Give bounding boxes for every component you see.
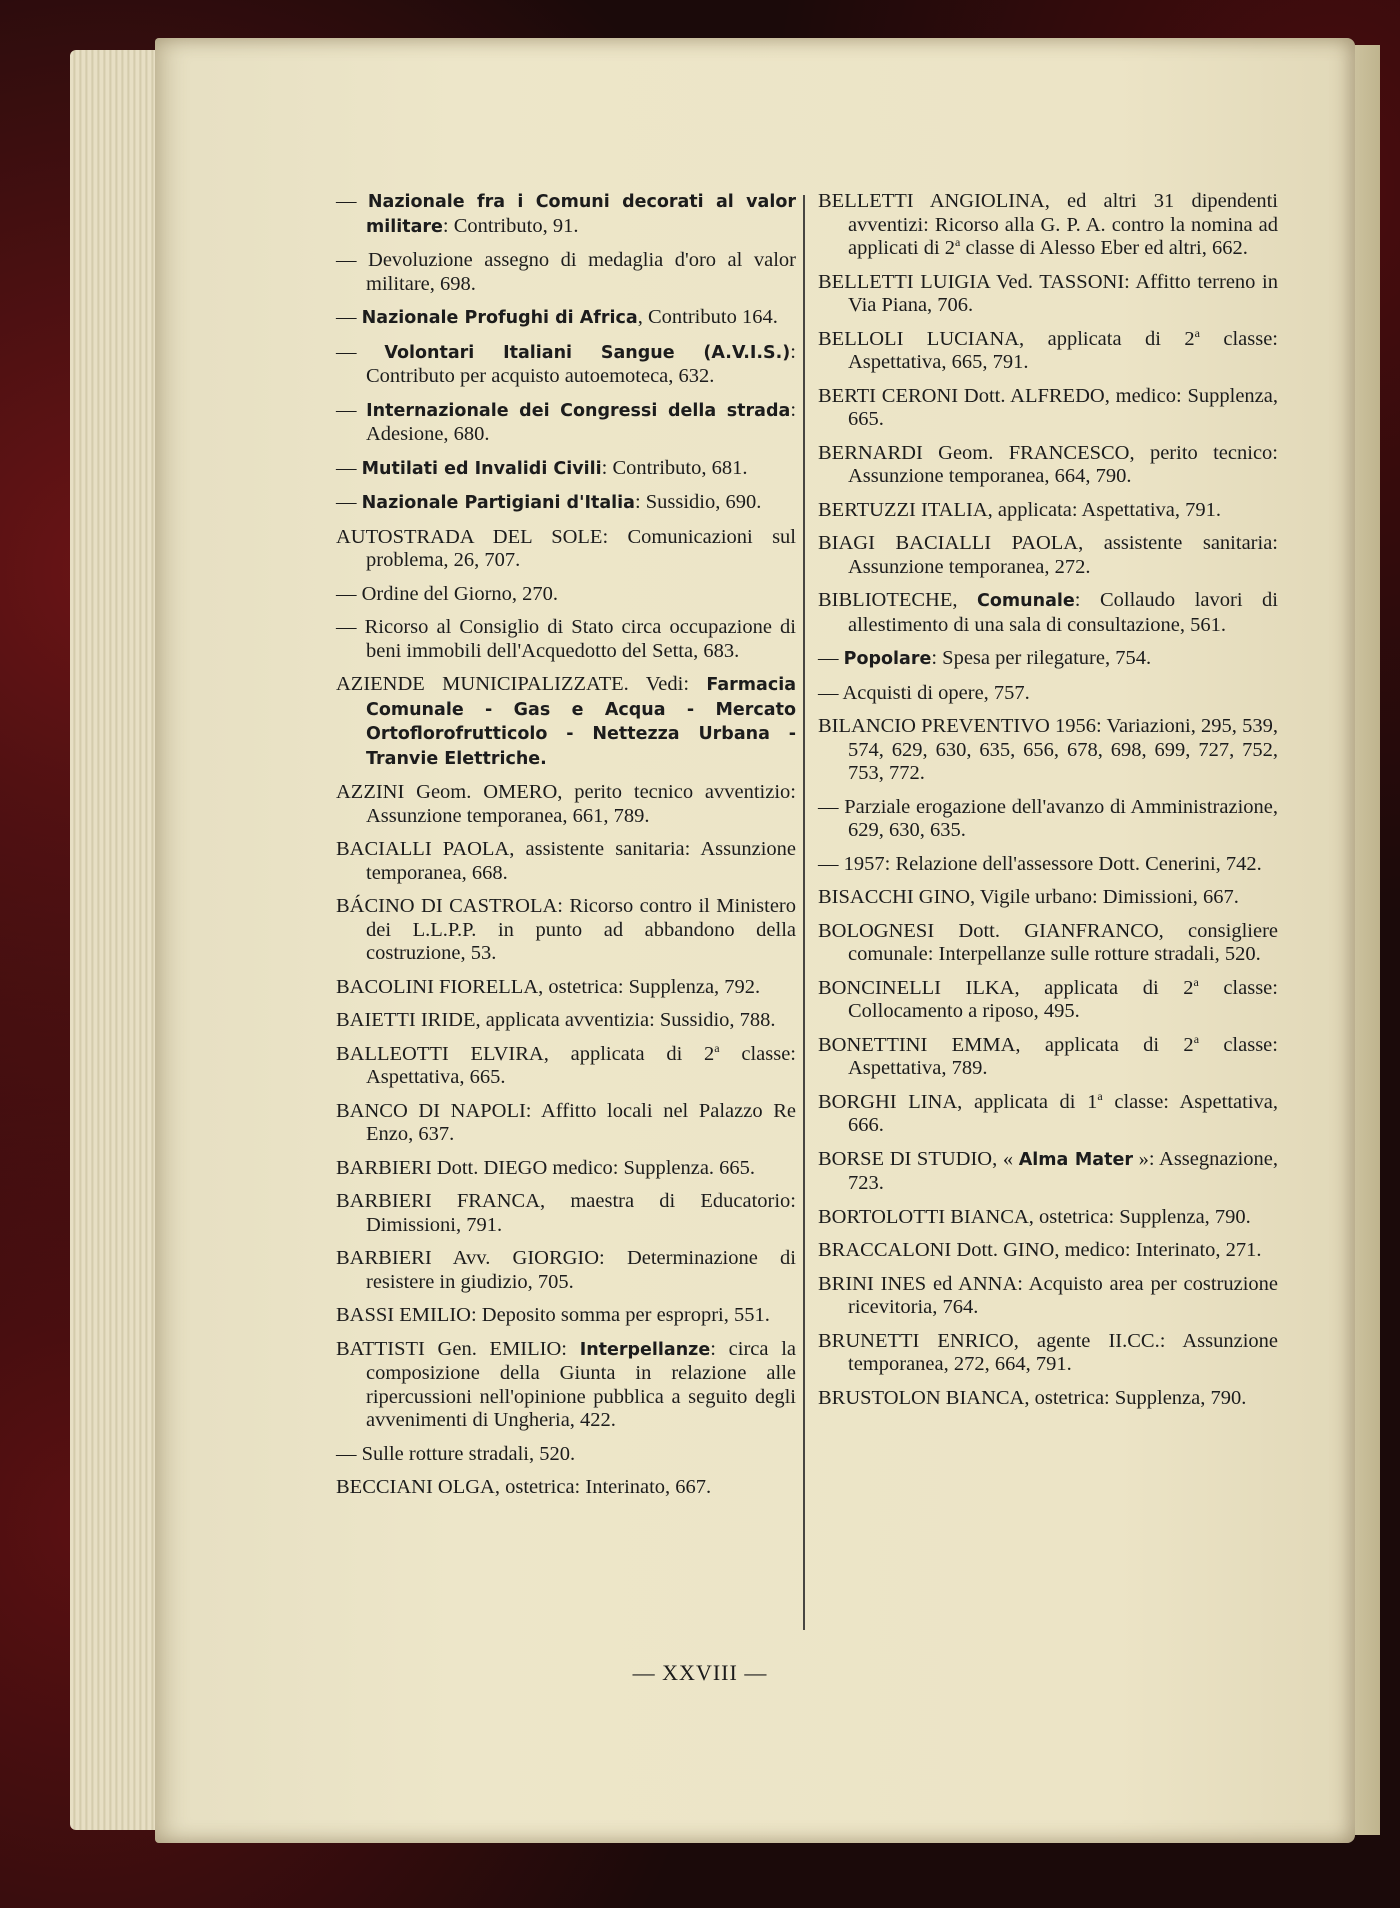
- index-entry: [818, 974, 1278, 1024]
- page-number: — XXVIII —: [632, 1660, 768, 1685]
- index-entry: [336, 1304, 796, 1328]
- entry-text: : Adesione, 680.: [366, 398, 797, 445]
- index-entry: [818, 1206, 1278, 1230]
- entry-text: AZIENDE MUNICIPALIZZATE. Vedi:: [336, 673, 707, 695]
- entry-text: BASSI EMILIO: Deposito somma per espropri, 551.: [336, 1304, 770, 1326]
- entry-text: — Ricorso al Consiglio di Stato circa occupazione di beni immobili dell'Acquedotto del Setta, 683.: [336, 616, 796, 662]
- entry-text: BRACCALONI Dott. GINO, medico: Interinato, 271.: [818, 1239, 1262, 1261]
- entry-bold-text: Mutilati ed Invalidi Civili: [361, 458, 602, 479]
- entry-bold-text: Interpellanze: [579, 1339, 711, 1360]
- index-entry: [336, 673, 796, 771]
- index-entry: [336, 583, 796, 607]
- index-entry: [818, 647, 1278, 672]
- index-entry: [818, 589, 1278, 637]
- entry-text: BIBLIOTECHE,: [818, 589, 978, 611]
- entry-text: BALLEOTTI ELVIRA, applicata di 2: [336, 1042, 715, 1065]
- index-entry: [818, 532, 1278, 579]
- entry-bold-text: Farmacia Comunale - Gas e Acqua - Mercato Ortoflorofrutticolo - Nettezza Urbana - Tranvie Elettriche.: [366, 675, 796, 769]
- entry-text: —: [818, 647, 844, 669]
- entry-text: BERNARDI Geom. FRANCESCO, perito tecnico: Assunzione temporanea, 664, 790.: [818, 441, 1278, 487]
- index-entry: [818, 1330, 1278, 1377]
- entry-text: BAIETTI IRIDE, applicata avventizia: Sussidio, 788.: [336, 1009, 776, 1031]
- entry-text: —: [336, 456, 362, 479]
- entry-text: BANCO DI NAPOLI: Affitto locali nel Palazzo Re Enzo, 637.: [336, 1099, 796, 1145]
- index-entry: [336, 781, 796, 828]
- entry-text: BRUNETTI ENRICO, agente II.CC.: Assunzione temporanea, 272, 664, 791.: [818, 1329, 1278, 1375]
- entry-text: BONETTINI EMMA, applicata di 2: [818, 1033, 1194, 1056]
- index-entry: [818, 499, 1278, 523]
- entry-bold-text: Popolare: [843, 649, 932, 669]
- ordinal-superscript: a: [1193, 1031, 1200, 1046]
- index-entry: [336, 1338, 796, 1433]
- index-entry: [336, 491, 796, 516]
- entry-text: classe: Aspettativa, 666.: [848, 1090, 1278, 1136]
- index-entry: [818, 1148, 1278, 1196]
- entry-text: BELLETTI LUIGIA Ved. TASSONI: Affitto terreno in Via Piana, 706.: [818, 270, 1278, 316]
- entry-bold-text: Nazionale Profughi di Africa: [361, 308, 638, 328]
- entry-text: BIAGI BACIALLI PAOLA, assistente sanitaria: Assunzione temporanea, 272.: [818, 532, 1278, 578]
- index-entry: [818, 796, 1278, 843]
- entry-text: — Parziale erogazione dell'avanzo di Amministrazione, 629, 630, 635.: [818, 795, 1278, 841]
- entry-text: — Ordine del Giorno, 270.: [336, 582, 559, 605]
- entry-text: classe: Collocamento a riposo, 495.: [848, 976, 1278, 1022]
- ordinal-superscript: a: [955, 235, 961, 250]
- entry-text: BORTOLOTTI BIANCA, ostetrica: Supplenza, 790.: [818, 1205, 1251, 1228]
- index-entry: [336, 399, 796, 447]
- entry-text: AZZINI Geom. OMERO, perito tecnico avventizio: Assunzione temporanea, 661, 789.: [336, 781, 796, 827]
- entry-text: »: Assegnazione, 723.: [848, 1147, 1278, 1194]
- index-entry: [336, 1157, 796, 1181]
- entry-text: classe di Alesso Eber ed altri, 662.: [960, 237, 1248, 259]
- ordinal-superscript: a: [1097, 1088, 1103, 1103]
- entry-text: BACIALLI PAOLA, assistente sanitaria: Assunzione temporanea, 668.: [336, 838, 796, 884]
- index-entry: [336, 1247, 796, 1294]
- entry-text: : circa la composizione della Giunta in relazione alle ripercussioni nell'opinione pubblica a seguito degli avvenimenti di Ungheria, 422.: [366, 1337, 796, 1431]
- entry-text: —: [336, 306, 362, 328]
- entry-text: BARBIERI Avv. GIORGIO: Determinazione di resistere in giudizio, 705.: [336, 1247, 796, 1293]
- index-entry: [818, 886, 1278, 910]
- index-entry: [336, 190, 796, 239]
- entry-text: — Devoluzione assegno di medaglia d'oro al valor militare, 698.: [336, 249, 796, 295]
- index-entry: [818, 190, 1278, 261]
- entry-text: BATTISTI Gen. EMILIO:: [336, 1337, 580, 1360]
- entry-text: , Contributo 164.: [637, 306, 778, 328]
- entry-text: BORGHI LINA, applicata di 1: [818, 1090, 1098, 1113]
- entry-text: BARBIERI FRANCA, maestra di Educatorio: Dimissioni, 791.: [336, 1190, 796, 1236]
- index-entry: [818, 1031, 1278, 1081]
- index-column-right: [818, 190, 1278, 1420]
- index-entry: [818, 1239, 1278, 1263]
- ordinal-superscript: a: [1194, 325, 1200, 340]
- entry-text: : Spesa per rilegature, 754.: [931, 647, 1152, 669]
- index-entry: [336, 341, 796, 389]
- index-entry: [818, 325, 1278, 375]
- index-entry: [336, 1009, 796, 1033]
- index-entry: [818, 1273, 1278, 1320]
- index-entry: [818, 1088, 1278, 1138]
- index-entry: [336, 895, 796, 966]
- entry-text: : Sussidio, 690.: [634, 491, 762, 513]
- entry-bold-text: Comunale: [977, 591, 1075, 611]
- index-entry: [336, 1100, 796, 1147]
- entry-text: —: [336, 398, 367, 421]
- entry-text: classe: Aspettativa, 789.: [848, 1033, 1278, 1079]
- ordinal-superscript: a: [1193, 974, 1199, 989]
- index-entry: [336, 616, 796, 663]
- index-entry: [818, 442, 1278, 489]
- entry-text: BRUSTOLON BIANCA, ostetrica: Supplenza, 790.: [818, 1386, 1247, 1409]
- index-entry: [336, 838, 796, 885]
- entry-text: classe: Aspettativa, 665, 791.: [848, 327, 1278, 373]
- entry-text: BARBIERI Dott. DIEGO medico: Supplenza. 665.: [336, 1156, 756, 1179]
- entry-text: : Collaudo lavori di allestimento di una sala di consultazione, 561.: [848, 589, 1278, 636]
- entry-text: —: [336, 491, 362, 513]
- entry-bold-text: Nazionale Partigiani d'Italia: [361, 493, 635, 513]
- entry-bold-text: Alma Mater: [1018, 1149, 1133, 1170]
- column-divider: [803, 195, 805, 1630]
- index-entry: [818, 682, 1278, 706]
- index-entry: [336, 1476, 796, 1500]
- index-entry: [336, 976, 796, 1000]
- index-entry: [336, 1443, 796, 1467]
- entry-text: BONCINELLI ILKA, applicata di 2: [818, 976, 1194, 999]
- index-entry: [818, 920, 1278, 967]
- entry-text: : Contributo, 91.: [442, 214, 579, 237]
- index-entry: [336, 1190, 796, 1237]
- index-entry: [818, 385, 1278, 432]
- entry-text: BORSE DI STUDIO, «: [818, 1147, 1019, 1170]
- entry-bold-text: Nazionale fra i Comuni decorati al valor militare: [366, 192, 796, 237]
- entry-text: —: [336, 190, 368, 212]
- entry-text: BRINI INES ed ANNA: Acquisto area per costruzione ricevitoria, 764.: [818, 1272, 1278, 1318]
- entry-text: BERTI CERONI Dott. ALFREDO, medico: Supplenza, 665.: [818, 384, 1278, 430]
- entry-text: BÁCINO DI CASTROLA: Ricorso contro il Ministero dei L.L.P.P. in punto ad abbandono della costruzione, 53.: [336, 895, 796, 964]
- index-entry: [336, 1040, 796, 1090]
- entry-text: BILANCIO PREVENTIVO 1956: Variazioni, 295, 539, 574, 629, 630, 635, 656, 678, 698, 699, 727, 752, 753, 772.: [818, 715, 1278, 784]
- index-entry: [818, 715, 1278, 786]
- entry-text: classe: Aspettativa, 665.: [366, 1042, 796, 1088]
- entry-text: BELLOLI LUCIANA, applicata di 2: [818, 327, 1195, 350]
- entry-text: —: [336, 340, 385, 363]
- index-entry: [818, 271, 1278, 318]
- entry-bold-text: Internazionale dei Congressi della strada: [366, 400, 791, 421]
- entry-text: BELLETTI ANGIOLINA, ed altri 31 dipendenti avventizi: Ricorso alla G. P. A. contro la nomina ad applicati di 2: [818, 190, 1278, 259]
- entry-text: BECCIANI OLGA, ostetrica: Interinato, 667.: [336, 1476, 712, 1498]
- entry-text: — 1957: Relazione dell'assessore Dott. Cenerini, 742.: [818, 852, 1262, 875]
- entry-text: BISACCHI GINO, Vigile urbano: Dimissioni, 667.: [818, 886, 1239, 908]
- entry-text: : Contributo per acquisto autoemoteca, 632.: [366, 340, 796, 387]
- index-column-left: [336, 190, 796, 1510]
- entry-text: BOLOGNESI Dott. GIANFRANCO, consigliere comunale: Interpellanze sulle rotture stradali, 520.: [818, 919, 1278, 965]
- entry-text: — Sulle rotture stradali, 520.: [336, 1442, 576, 1465]
- entry-text: BACOLINI FIORELLA, ostetrica: Supplenza, 792.: [336, 975, 761, 998]
- index-entry: [336, 306, 796, 331]
- index-entry: [818, 853, 1278, 877]
- entry-text: BERTUZZI ITALIA, applicata: Aspettativa, 791.: [818, 498, 1222, 521]
- index-entry: [818, 1387, 1278, 1411]
- index-entry: [336, 457, 796, 482]
- entry-bold-text: Volontari Italiani Sangue (A.V.I.S.): [384, 342, 791, 363]
- entry-text: : Contributo, 681.: [601, 456, 748, 479]
- index-entry: [336, 526, 796, 573]
- index-entry: [336, 249, 796, 296]
- ordinal-superscript: a: [714, 1040, 720, 1055]
- entry-text: — Acquisti di opere, 757.: [818, 681, 1030, 704]
- entry-text: AUTOSTRADA DEL SOLE: Comunicazioni sul problema, 26, 707.: [336, 525, 796, 571]
